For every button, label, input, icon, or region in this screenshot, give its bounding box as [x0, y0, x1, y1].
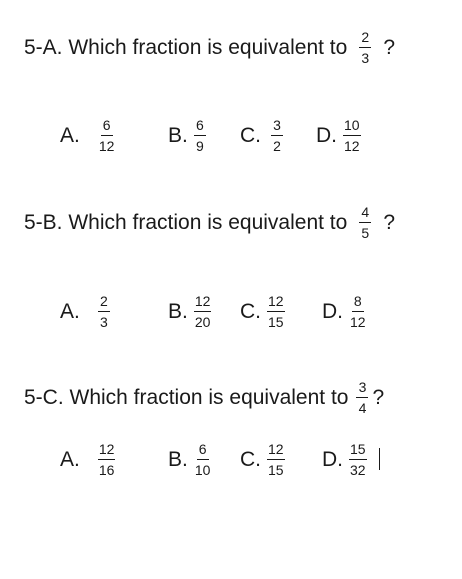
option-c[interactable] — [240, 115, 283, 155]
option-a[interactable] — [60, 115, 115, 155]
option-fraction — [349, 294, 367, 329]
option-letter: D. — [322, 447, 343, 471]
option-d[interactable] — [322, 291, 367, 331]
option-letter: A. — [60, 123, 80, 147]
option-numerator: 6 — [194, 118, 206, 136]
option-numerator: 2 — [98, 294, 110, 312]
question-prompt: 5-B. Which fraction is equivalent to — [24, 210, 348, 234]
question-prompt: 5-C. Which fraction is equivalent to — [24, 385, 349, 409]
option-b[interactable] — [168, 439, 211, 479]
option-letter: B. — [168, 123, 188, 147]
option-fraction — [98, 118, 116, 153]
option-fraction — [98, 294, 110, 329]
option-fraction — [271, 118, 283, 153]
option-fraction — [343, 118, 361, 153]
option-fraction — [267, 294, 285, 329]
question-mark: ? — [372, 385, 385, 409]
option-letter: D. — [322, 299, 343, 323]
option-denominator: 15 — [268, 461, 284, 478]
option-fraction — [194, 118, 206, 153]
option-fraction — [267, 442, 285, 477]
option-a[interactable] — [60, 291, 110, 331]
option-denominator: 12 — [350, 313, 366, 330]
option-numerator: 10 — [343, 118, 361, 136]
option-fraction — [194, 442, 212, 477]
target-denominator: 3 — [361, 49, 370, 66]
option-numerator: 12 — [98, 442, 116, 460]
option-denominator: 15 — [268, 313, 284, 330]
option-numerator: 12 — [194, 294, 212, 312]
option-letter: C. — [240, 123, 261, 147]
question-prompt-line — [24, 377, 384, 417]
option-letter: C. — [240, 299, 261, 323]
target-numerator: 3 — [356, 380, 368, 398]
target-fraction — [359, 205, 371, 240]
option-denominator: 10 — [194, 461, 211, 478]
option-fraction — [98, 442, 116, 477]
option-b[interactable] — [168, 115, 206, 155]
option-denominator: 3 — [99, 313, 108, 330]
option-letter: D. — [316, 123, 337, 147]
option-numerator: 6 — [197, 442, 209, 460]
target-fraction — [356, 380, 368, 415]
option-c[interactable] — [240, 439, 285, 479]
option-c[interactable] — [240, 291, 285, 331]
question-prompt: 5-A. Which fraction is equivalent to — [24, 35, 348, 59]
option-letter: A. — [60, 299, 80, 323]
target-denominator: 5 — [361, 224, 370, 241]
option-denominator: 2 — [273, 137, 281, 154]
option-numerator: 12 — [267, 294, 285, 312]
text-cursor — [379, 448, 380, 470]
option-denominator: 32 — [350, 461, 366, 478]
option-letter: A. — [60, 447, 80, 471]
question-prompt-line — [24, 27, 395, 67]
target-denominator: 4 — [358, 399, 367, 416]
option-b[interactable] — [168, 291, 211, 331]
option-denominator: 9 — [195, 137, 204, 154]
option-fraction — [194, 294, 212, 329]
option-letter: C. — [240, 447, 261, 471]
question-prompt-line — [24, 202, 395, 242]
option-d[interactable] — [316, 115, 361, 155]
target-numerator: 4 — [359, 205, 371, 223]
question-mark: ? — [383, 35, 396, 59]
question-mark: ? — [383, 210, 396, 234]
option-numerator: 12 — [267, 442, 285, 460]
option-numerator: 15 — [349, 442, 367, 460]
option-fraction — [349, 442, 367, 477]
option-letter: B. — [168, 299, 188, 323]
option-d[interactable] — [322, 439, 380, 479]
option-a[interactable] — [60, 439, 115, 479]
option-denominator: 12 — [344, 137, 360, 154]
option-denominator: 16 — [98, 461, 115, 478]
target-numerator: 2 — [359, 30, 371, 48]
option-numerator: 6 — [101, 118, 113, 136]
target-fraction — [359, 30, 371, 65]
option-denominator: 12 — [98, 137, 115, 154]
option-denominator: 20 — [194, 313, 211, 330]
option-numerator: 8 — [352, 294, 364, 312]
option-numerator: 3 — [271, 118, 283, 136]
option-letter: B. — [168, 447, 188, 471]
